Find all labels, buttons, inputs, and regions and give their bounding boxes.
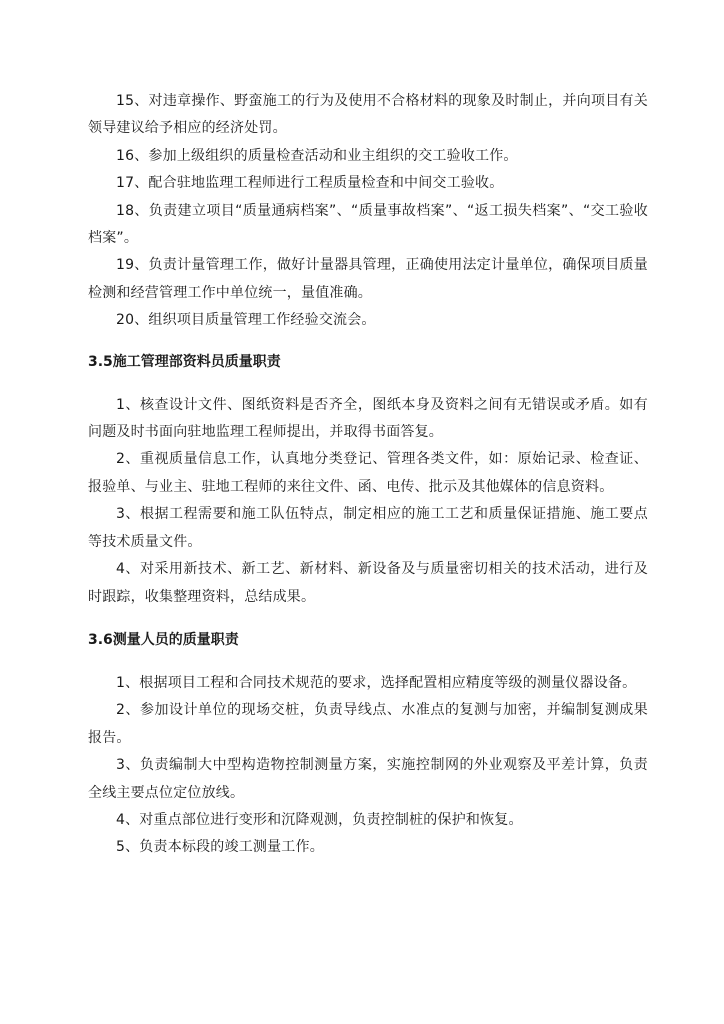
paragraph-item-18: 18、负责建立项目“质量通病档案”、“质量事故档案”、“返工损失档案”、“交工验收档案”。 [88, 202, 648, 247]
paragraph-item: 4、对重点部位进行变形和沉降观测，负责控制桩的保护和恢复。 [116, 811, 523, 828]
intro-list [88, 88, 648, 335]
paragraph-item: 3、根据工程需要和施工队伍特点，制定相应的施工工艺和质量保证措施、施工要点等技术质量文件。 [88, 506, 648, 550]
section-3-6-list [88, 670, 648, 862]
paragraph-item: 4、对采用新技术、新工艺、新材料、新设备及与质量密切相关的技术活动，进行及时跟踪，收集整理资料，总结成果。 [88, 561, 648, 605]
paragraph-item: 5、负责本标段的竣工测量工作。 [116, 839, 324, 856]
paragraph-item-15: 15、对违章操作、野蛮施工的行为及使用不合格材料的现象及时制止，并向项目有关领导建议给予相应的经济处罚。 [88, 93, 648, 137]
paragraph-item: 2、重视质量信息工作，认真地分类登记、管理各类文件，如：原始记录、检查证、报验单、与业主、驻地工程师的来往文件、函、电传、批示及其他媒体的信息资料。 [88, 451, 648, 495]
section-3-5 [88, 349, 648, 611]
paragraph-item-16: 16、参加上级组织的质量检查活动和业主组织的交工验收工作。 [116, 147, 518, 164]
section-3-5-list [88, 392, 648, 611]
document-page [88, 88, 648, 862]
paragraph-item: 3、负责编制大中型构造物控制测量方案，实施控制网的外业观察及平差计算，负责全线主要点位定位放线。 [88, 757, 648, 801]
paragraph-item-19: 19、负责计量管理工作，做好计量器具管理，正确使用法定计量单位，确保项目质量检测和经营管理工作中单位统一，量值准确。 [88, 257, 648, 301]
paragraph-item: 1、根据项目工程和合同技术规范的要求，选择配置相应精度等级的测量仪器设备。 [116, 674, 637, 691]
section-heading: 3.6测量人员的质量职责 [88, 631, 239, 648]
paragraph-item-17: 17、配合驻地监理工程师进行工程质量检查和中间交工验收。 [116, 175, 504, 192]
section-heading: 3.5施工管理部资料员质量职责 [88, 353, 281, 370]
paragraph-item-20: 20、组织项目质量管理工作经验交流会。 [116, 312, 376, 329]
paragraph-item: 1、核查设计文件、图纸资料是否齐全，图纸本身及资料之间有无错误或矛盾。如有问题及时书面向驻地监理工程师提出，并取得书面答复。 [88, 396, 648, 441]
section-3-6 [88, 627, 648, 862]
paragraph-item: 2、参加设计单位的现场交桩，负责导线点、水准点的复测与加密，并编制复测成果报告。 [88, 702, 648, 746]
